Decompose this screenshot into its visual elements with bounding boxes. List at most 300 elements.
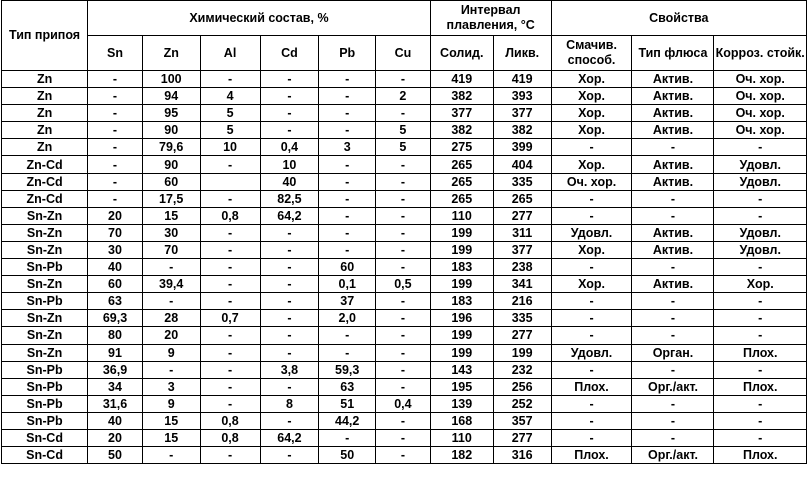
cell-solder-type: Sn-Pb	[2, 293, 88, 310]
cell-liquidus: 277	[493, 327, 551, 344]
table-row	[2, 327, 807, 344]
cell-solidus: 199	[430, 327, 493, 344]
cell-corrosion: Плох.	[714, 378, 807, 395]
header-flux-type: Тип флюса	[632, 36, 714, 71]
cell-solidus: 199	[430, 224, 493, 241]
header-row-top	[2, 1, 807, 36]
cell-solder-type: Sn-Cd	[2, 429, 88, 446]
table-row	[2, 447, 807, 464]
cell-flux-type: -	[632, 139, 714, 156]
table-row	[2, 190, 807, 207]
cell-zn: 39,4	[142, 276, 200, 293]
cell-liquidus: 404	[493, 156, 551, 173]
cell-solder-type: Zn	[2, 122, 88, 139]
header-solder-type: Тип припоя	[2, 1, 88, 71]
cell-liquidus: 316	[493, 447, 551, 464]
header-chemical-composition: Химический состав, %	[88, 1, 431, 36]
cell-solidus: 110	[430, 429, 493, 446]
cell-al: 0,8	[200, 429, 260, 446]
cell-zn: -	[142, 447, 200, 464]
cell-corrosion: Удовл.	[714, 224, 807, 241]
cell-al: -	[200, 327, 260, 344]
cell-solidus: 419	[430, 71, 493, 88]
cell-zn: 70	[142, 241, 200, 258]
cell-pb: 51	[319, 395, 376, 412]
cell-cu: -	[376, 429, 431, 446]
cell-solder-type: Sn-Pb	[2, 361, 88, 378]
cell-wettability: Удовл.	[551, 224, 632, 241]
cell-cd: -	[260, 88, 319, 105]
cell-solder-type: Zn	[2, 139, 88, 156]
cell-cd: 8	[260, 395, 319, 412]
cell-pb: -	[319, 241, 376, 258]
table-row	[2, 395, 807, 412]
cell-liquidus: 335	[493, 173, 551, 190]
cell-wettability: -	[551, 207, 632, 224]
cell-sn: -	[88, 71, 143, 88]
cell-solder-type: Sn-Cd	[2, 447, 88, 464]
cell-liquidus: 357	[493, 412, 551, 429]
cell-wettability: Хор.	[551, 241, 632, 258]
table-row	[2, 241, 807, 258]
cell-solder-type: Zn-Cd	[2, 173, 88, 190]
cell-pb: -	[319, 173, 376, 190]
cell-solder-type: Sn-Zn	[2, 224, 88, 241]
cell-cd: -	[260, 327, 319, 344]
cell-sn: 31,6	[88, 395, 143, 412]
cell-sn: 91	[88, 344, 143, 361]
cell-zn: 79,6	[142, 139, 200, 156]
cell-liquidus: 393	[493, 88, 551, 105]
cell-wettability: Хор.	[551, 156, 632, 173]
cell-wettability: Удовл.	[551, 344, 632, 361]
cell-cu: 5	[376, 122, 431, 139]
cell-cu: -	[376, 224, 431, 241]
cell-corrosion: -	[714, 207, 807, 224]
cell-liquidus: 377	[493, 105, 551, 122]
cell-cu: -	[376, 327, 431, 344]
cell-cd: -	[260, 71, 319, 88]
cell-wettability: Хор.	[551, 71, 632, 88]
cell-liquidus: 277	[493, 207, 551, 224]
cell-flux-type: -	[632, 259, 714, 276]
cell-cd: 82,5	[260, 190, 319, 207]
cell-cu: 5	[376, 139, 431, 156]
cell-sn: -	[88, 173, 143, 190]
table-row	[2, 293, 807, 310]
cell-solder-type: Sn-Zn	[2, 310, 88, 327]
cell-zn: -	[142, 259, 200, 276]
cell-wettability: Оч. хор.	[551, 173, 632, 190]
cell-liquidus: 256	[493, 378, 551, 395]
cell-corrosion: Плох.	[714, 344, 807, 361]
cell-corrosion: -	[714, 412, 807, 429]
cell-wettability: -	[551, 361, 632, 378]
cell-solidus: 139	[430, 395, 493, 412]
cell-cd: -	[260, 412, 319, 429]
cell-corrosion: -	[714, 259, 807, 276]
cell-solder-type: Zn-Cd	[2, 190, 88, 207]
cell-sn: -	[88, 122, 143, 139]
cell-sn: 30	[88, 241, 143, 258]
header-melting-range: Интервал плавления, °С	[430, 1, 551, 36]
header-pb: Pb	[319, 36, 376, 71]
header-corrosion-resistance: Корроз. стойк.	[714, 36, 807, 71]
cell-cd: 10	[260, 156, 319, 173]
cell-zn: 95	[142, 105, 200, 122]
cell-liquidus: 216	[493, 293, 551, 310]
table-row	[2, 173, 807, 190]
cell-wettability: -	[551, 293, 632, 310]
cell-cu: -	[376, 447, 431, 464]
cell-solidus: 265	[430, 173, 493, 190]
cell-cu: -	[376, 241, 431, 258]
cell-pb: -	[319, 71, 376, 88]
cell-cu: -	[376, 105, 431, 122]
cell-al: 5	[200, 122, 260, 139]
table-row	[2, 88, 807, 105]
cell-zn: 100	[142, 71, 200, 88]
cell-cu: -	[376, 412, 431, 429]
cell-al: 0,8	[200, 412, 260, 429]
cell-solidus: 183	[430, 259, 493, 276]
cell-solder-type: Zn	[2, 88, 88, 105]
cell-al: -	[200, 395, 260, 412]
cell-corrosion: -	[714, 293, 807, 310]
cell-al: -	[200, 224, 260, 241]
cell-pb: -	[319, 224, 376, 241]
cell-zn: 90	[142, 122, 200, 139]
cell-solidus: 110	[430, 207, 493, 224]
cell-cu: -	[376, 173, 431, 190]
cell-flux-type: Актив.	[632, 156, 714, 173]
table-row	[2, 71, 807, 88]
cell-flux-type: Актив.	[632, 88, 714, 105]
cell-flux-type: -	[632, 207, 714, 224]
cell-corrosion: Оч. хор.	[714, 105, 807, 122]
cell-sn: -	[88, 105, 143, 122]
cell-pb: 59,3	[319, 361, 376, 378]
cell-al: -	[200, 259, 260, 276]
cell-pb: 2,0	[319, 310, 376, 327]
cell-cu: -	[376, 310, 431, 327]
header-row-sub	[2, 36, 807, 71]
cell-sn: -	[88, 190, 143, 207]
cell-pb: -	[319, 344, 376, 361]
cell-pb: -	[319, 105, 376, 122]
cell-al: 0,8	[200, 207, 260, 224]
cell-flux-type: Актив.	[632, 241, 714, 258]
cell-flux-type: -	[632, 361, 714, 378]
cell-solidus: 199	[430, 241, 493, 258]
cell-solidus: 275	[430, 139, 493, 156]
cell-cd: 3,8	[260, 361, 319, 378]
cell-pb: 3	[319, 139, 376, 156]
table-row	[2, 412, 807, 429]
cell-solder-type: Sn-Pb	[2, 378, 88, 395]
cell-flux-type: Орган.	[632, 344, 714, 361]
table-row	[2, 361, 807, 378]
cell-liquidus: 277	[493, 429, 551, 446]
cell-wettability: -	[551, 327, 632, 344]
cell-al: -	[200, 344, 260, 361]
cell-solder-type: Sn-Zn	[2, 241, 88, 258]
cell-pb: 60	[319, 259, 376, 276]
header-liquidus: Ликв.	[493, 36, 551, 71]
cell-solidus: 199	[430, 276, 493, 293]
header-sn: Sn	[88, 36, 143, 71]
header-cd: Cd	[260, 36, 319, 71]
cell-sn: 69,3	[88, 310, 143, 327]
cell-flux-type: Актив.	[632, 224, 714, 241]
cell-zn: 15	[142, 412, 200, 429]
cell-cu: -	[376, 344, 431, 361]
table-row	[2, 429, 807, 446]
cell-zn: -	[142, 293, 200, 310]
cell-sn: 80	[88, 327, 143, 344]
header-properties: Свойства	[551, 1, 806, 36]
cell-al: -	[200, 190, 260, 207]
cell-liquidus: 265	[493, 190, 551, 207]
cell-cu: -	[376, 378, 431, 395]
table-row	[2, 276, 807, 293]
cell-cd: 64,2	[260, 207, 319, 224]
cell-solidus: 182	[430, 447, 493, 464]
cell-al: -	[200, 156, 260, 173]
cell-sn: 40	[88, 259, 143, 276]
cell-al: -	[200, 361, 260, 378]
table-row	[2, 207, 807, 224]
cell-cd: -	[260, 378, 319, 395]
cell-al: 10	[200, 139, 260, 156]
cell-cd: -	[260, 241, 319, 258]
cell-pb: 0,1	[319, 276, 376, 293]
cell-sn: -	[88, 156, 143, 173]
cell-solidus: 168	[430, 412, 493, 429]
cell-corrosion: Удовл.	[714, 156, 807, 173]
cell-cd: 40	[260, 173, 319, 190]
table-row	[2, 310, 807, 327]
cell-zn: 20	[142, 327, 200, 344]
cell-solidus: 382	[430, 122, 493, 139]
cell-solder-type: Zn	[2, 71, 88, 88]
cell-zn: 94	[142, 88, 200, 105]
cell-solder-type: Sn-Pb	[2, 259, 88, 276]
cell-liquidus: 377	[493, 241, 551, 258]
table-row	[2, 259, 807, 276]
cell-pb: -	[319, 327, 376, 344]
cell-cd: 64,2	[260, 429, 319, 446]
cell-wettability: -	[551, 395, 632, 412]
cell-sn: 20	[88, 207, 143, 224]
cell-flux-type: Актив.	[632, 71, 714, 88]
cell-wettability: -	[551, 429, 632, 446]
cell-flux-type: Орг./акт.	[632, 378, 714, 395]
cell-solder-type: Sn-Pb	[2, 395, 88, 412]
cell-wettability: -	[551, 259, 632, 276]
cell-sn: -	[88, 88, 143, 105]
cell-pb: 37	[319, 293, 376, 310]
cell-cu: -	[376, 293, 431, 310]
cell-solder-type: Zn	[2, 105, 88, 122]
cell-liquidus: 382	[493, 122, 551, 139]
cell-solidus: 199	[430, 344, 493, 361]
cell-sn: 36,9	[88, 361, 143, 378]
cell-corrosion: -	[714, 395, 807, 412]
cell-cd: -	[260, 344, 319, 361]
cell-corrosion: Оч. хор.	[714, 88, 807, 105]
cell-cu: 2	[376, 88, 431, 105]
table-row	[2, 156, 807, 173]
cell-zn: 15	[142, 207, 200, 224]
cell-liquidus: 335	[493, 310, 551, 327]
cell-cd: -	[260, 224, 319, 241]
cell-cd: -	[260, 276, 319, 293]
cell-wettability: Хор.	[551, 105, 632, 122]
table-row	[2, 224, 807, 241]
cell-liquidus: 252	[493, 395, 551, 412]
cell-liquidus: 232	[493, 361, 551, 378]
cell-corrosion: -	[714, 190, 807, 207]
cell-zn: 3	[142, 378, 200, 395]
cell-pb: -	[319, 156, 376, 173]
cell-corrosion: -	[714, 310, 807, 327]
cell-cu: -	[376, 259, 431, 276]
cell-solidus: 265	[430, 156, 493, 173]
cell-corrosion: Оч. хор.	[714, 122, 807, 139]
cell-cd: -	[260, 259, 319, 276]
cell-flux-type: -	[632, 395, 714, 412]
cell-pb: -	[319, 429, 376, 446]
cell-corrosion: -	[714, 429, 807, 446]
cell-zn: 9	[142, 344, 200, 361]
header-solidus: Солид.	[430, 36, 493, 71]
cell-cd: -	[260, 122, 319, 139]
table-row	[2, 139, 807, 156]
cell-wettability: -	[551, 412, 632, 429]
table-row	[2, 344, 807, 361]
cell-solidus: 143	[430, 361, 493, 378]
cell-cu: -	[376, 207, 431, 224]
cell-corrosion: -	[714, 327, 807, 344]
cell-flux-type: -	[632, 327, 714, 344]
cell-solder-type: Sn-Zn	[2, 344, 88, 361]
cell-flux-type: -	[632, 293, 714, 310]
cell-solidus: 195	[430, 378, 493, 395]
cell-cd: -	[260, 310, 319, 327]
cell-corrosion: Оч. хор.	[714, 71, 807, 88]
cell-pb: -	[319, 122, 376, 139]
cell-liquidus: 199	[493, 344, 551, 361]
cell-zn: 17,5	[142, 190, 200, 207]
cell-zn: 9	[142, 395, 200, 412]
cell-solidus: 265	[430, 190, 493, 207]
cell-al: -	[200, 276, 260, 293]
cell-zn: 15	[142, 429, 200, 446]
cell-cu: -	[376, 71, 431, 88]
cell-flux-type: -	[632, 429, 714, 446]
cell-sn: 40	[88, 412, 143, 429]
cell-corrosion: -	[714, 361, 807, 378]
cell-pb: 44,2	[319, 412, 376, 429]
cell-solidus: 377	[430, 105, 493, 122]
cell-corrosion: Удовл.	[714, 173, 807, 190]
cell-sn: 20	[88, 429, 143, 446]
cell-cu: 0,5	[376, 276, 431, 293]
cell-pb: -	[319, 190, 376, 207]
cell-pb: -	[319, 207, 376, 224]
cell-al: -	[200, 241, 260, 258]
cell-al: 0,7	[200, 310, 260, 327]
cell-sn: 70	[88, 224, 143, 241]
cell-sn: 63	[88, 293, 143, 310]
cell-solder-type: Sn-Zn	[2, 207, 88, 224]
cell-wettability: -	[551, 139, 632, 156]
cell-cd: -	[260, 447, 319, 464]
cell-zn: -	[142, 361, 200, 378]
cell-solder-type: Sn-Zn	[2, 327, 88, 344]
cell-solder-type: Sn-Zn	[2, 276, 88, 293]
cell-cu: -	[376, 361, 431, 378]
cell-flux-type: Актив.	[632, 173, 714, 190]
cell-sn: 34	[88, 378, 143, 395]
cell-cd: -	[260, 293, 319, 310]
cell-solidus: 382	[430, 88, 493, 105]
cell-liquidus: 419	[493, 71, 551, 88]
header-zn: Zn	[142, 36, 200, 71]
cell-al: -	[200, 447, 260, 464]
cell-corrosion: -	[714, 139, 807, 156]
cell-wettability: Хор.	[551, 276, 632, 293]
cell-liquidus: 311	[493, 224, 551, 241]
cell-al	[200, 173, 260, 190]
cell-solidus: 196	[430, 310, 493, 327]
cell-pb: 63	[319, 378, 376, 395]
cell-solder-type: Zn-Cd	[2, 156, 88, 173]
cell-liquidus: 238	[493, 259, 551, 276]
cell-cu: 0,4	[376, 395, 431, 412]
cell-zn: 90	[142, 156, 200, 173]
cell-flux-type: Актив.	[632, 122, 714, 139]
cell-flux-type: -	[632, 412, 714, 429]
cell-corrosion: Плох.	[714, 447, 807, 464]
cell-sn: -	[88, 139, 143, 156]
cell-zn: 30	[142, 224, 200, 241]
cell-al: 5	[200, 105, 260, 122]
cell-wettability: -	[551, 190, 632, 207]
cell-al: -	[200, 293, 260, 310]
cell-al: -	[200, 71, 260, 88]
cell-cd: 0,4	[260, 139, 319, 156]
cell-wettability: -	[551, 310, 632, 327]
cell-corrosion: Хор.	[714, 276, 807, 293]
cell-sn: 60	[88, 276, 143, 293]
cell-liquidus: 399	[493, 139, 551, 156]
cell-flux-type: Актив.	[632, 105, 714, 122]
cell-wettability: Хор.	[551, 88, 632, 105]
cell-zn: 60	[142, 173, 200, 190]
cell-cu: -	[376, 190, 431, 207]
table-row	[2, 105, 807, 122]
cell-al: -	[200, 378, 260, 395]
cell-wettability: Плох.	[551, 378, 632, 395]
header-cu: Cu	[376, 36, 431, 71]
cell-cd: -	[260, 105, 319, 122]
cell-solidus: 183	[430, 293, 493, 310]
cell-zn: 28	[142, 310, 200, 327]
cell-wettability: Плох.	[551, 447, 632, 464]
cell-sn: 50	[88, 447, 143, 464]
